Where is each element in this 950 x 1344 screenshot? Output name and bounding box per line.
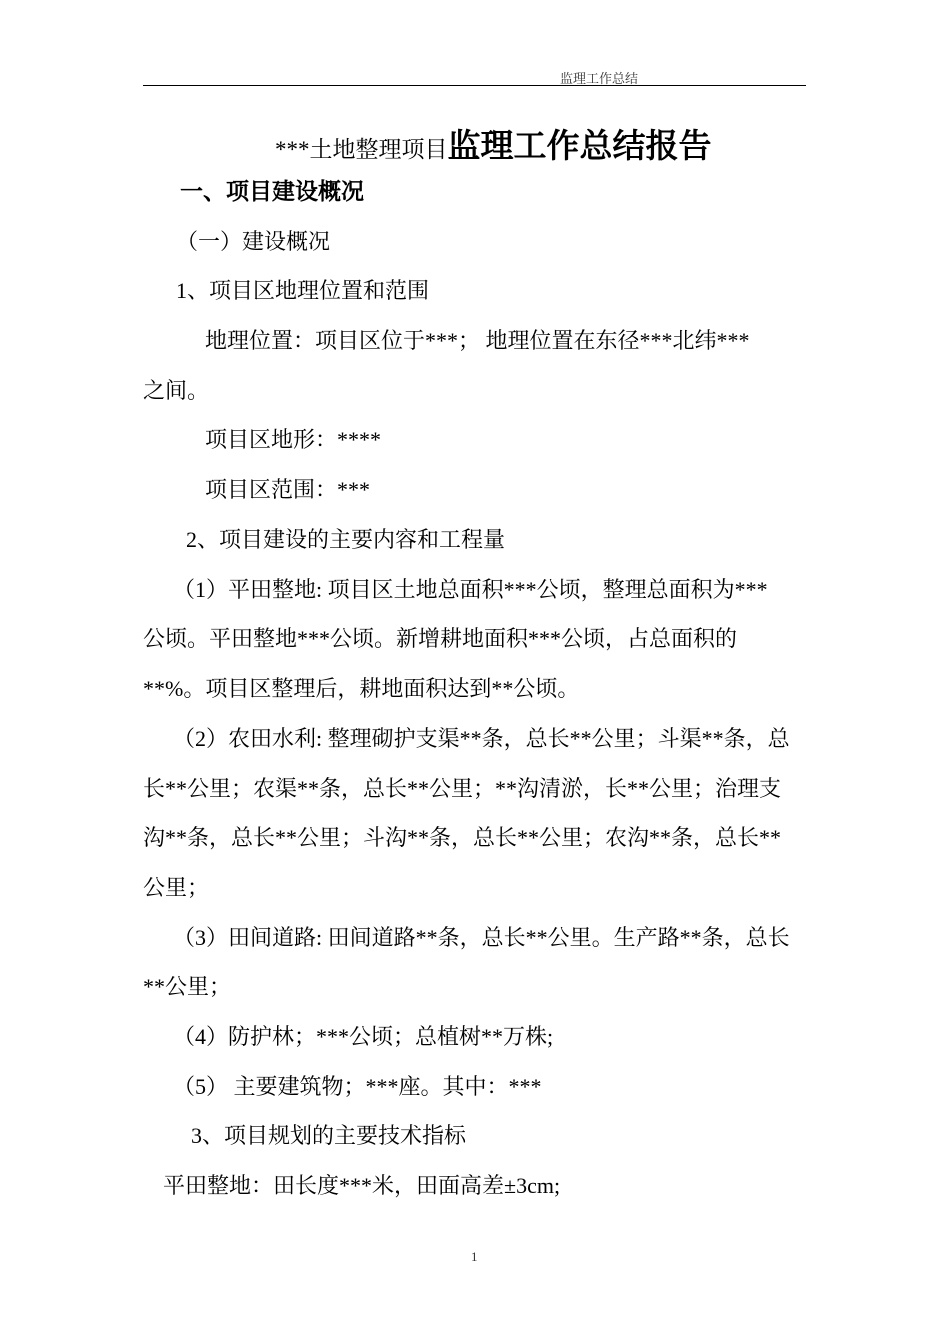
title-main: 监理工作总结报告: [447, 129, 712, 165]
item-heading-1: 1、项目区地理位置和范围: [176, 278, 430, 303]
roads-line-1: （3）田间道路: 田间道路**条，总长**公里。生产路**条，总长: [173, 925, 790, 950]
roads-line-2: **公里；: [143, 974, 232, 999]
irrigation-line-3: 沟**条，总长**公里；斗沟**条，总长**公里；农沟**条，总长**: [143, 825, 782, 850]
item-heading-2: 2、项目建设的主要内容和工程量: [186, 527, 506, 552]
irrigation-line-1: （2）农田水利: 整理砌护支渠**条，总长**公里；斗渠**条，总: [173, 726, 790, 751]
land-leveling-line-3: **%。项目区整理后，耕地面积达到**公顷。: [143, 676, 580, 701]
irrigation-line-2: 长**公里；农渠**条，总长**公里；**沟清淤，长**公里；治理支: [143, 776, 782, 801]
running-header: 监理工作总结: [560, 71, 639, 86]
header-divider: [143, 85, 806, 86]
subsection-heading-1: （一）建设概况: [176, 229, 331, 254]
title-prefix: ***土地整理项目: [275, 137, 448, 162]
land-leveling-line-1: （1）平田整地: 项目区土地总面积***公顷，整理总面积为***: [173, 577, 768, 602]
irrigation-line-4: 公里；: [143, 875, 210, 900]
buildings-line: （5） 主要建筑物；***座。其中：***: [173, 1074, 542, 1099]
page-number: 1: [471, 1249, 478, 1264]
location-paragraph-line-1: 地理位置：项目区位于***； 地理位置在东径***北纬***: [205, 328, 750, 353]
item-heading-3: 3、项目规划的主要技术指标: [191, 1123, 467, 1148]
land-leveling-line-2: 公顷。平田整地***公顷。新增耕地面积***公顷，占总面积的: [143, 626, 738, 651]
tech-index-line: 平田整地：田长度***米，田面高差±3cm;: [163, 1173, 561, 1198]
shelterbelt-line: （4）防护林；***公顷；总植树**万株;: [173, 1024, 554, 1049]
terrain-line: 项目区地形：****: [205, 427, 382, 452]
section-heading-1: 一、项目建设概况: [180, 179, 364, 205]
range-line: 项目区范围：***: [205, 477, 371, 502]
location-paragraph-line-2: 之间。: [143, 378, 210, 403]
document-title: [275, 120, 712, 167]
